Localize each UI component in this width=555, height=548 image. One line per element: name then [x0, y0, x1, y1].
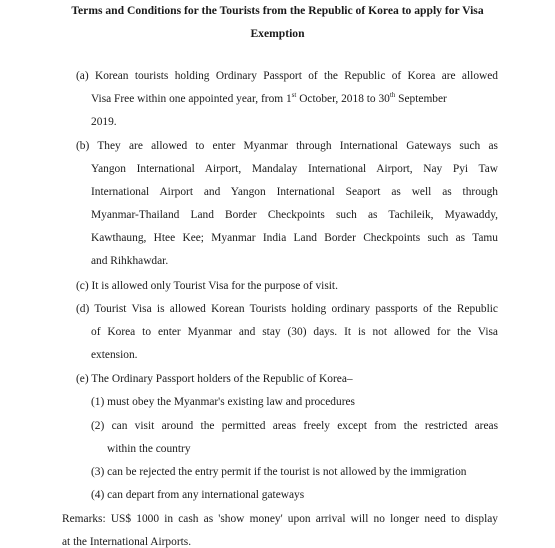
- clause-b-line-4: Myanmar-Thailand Land Border Checkpoints such as Tachileik, Myawaddy,: [91, 209, 498, 221]
- document-title-line-2: Exemption: [250, 27, 305, 40]
- clause-b-line-1: (b) They are allowed to enter Myanmar through International Gateways such as: [76, 140, 498, 152]
- clause-e-sub-2-line-1: (2) can visit around the permitted areas freely except from the restricted areas: [91, 420, 498, 432]
- clause-e-sub-2-line-2: within the country: [107, 443, 191, 455]
- clause-b-line-6: and Rihkhawdar.: [91, 255, 169, 267]
- clause-d-line-2: of Korea to enter Myanmar and stay (30) days. It is not allowed for the Visa: [91, 326, 498, 338]
- clause-d-line-3: extension.: [91, 349, 138, 361]
- clause-c-line-1: (c) It is allowed only Tourist Visa for the purpose of visit.: [76, 280, 338, 292]
- clause-a-line-1: (a) Korean tourists holding Ordinary Passport of the Republic of Korea are allowed: [76, 70, 498, 82]
- clause-a-line-2: Visa Free within one appointed year, from 1st October, 2018 to 30th September: [91, 91, 447, 105]
- remarks-line-2: at the International Airports.: [62, 536, 192, 548]
- clause-d-line-1: (d) Tourist Visa is allowed Korean Tourists holding ordinary passports of the Republic: [76, 303, 498, 315]
- clause-e-line-1: (e) The Ordinary Passport holders of the Republic of Korea–: [76, 373, 353, 385]
- clause-e-sub-4: (4) can depart from any international gateways: [91, 489, 305, 501]
- remarks-line-1: Remarks: US$ 1000 in cash as 'show money' upon arrival will no longer need to display: [62, 513, 498, 525]
- clause-b-line-5: Kawthaung, Htee Kee; Myanmar India Land Border Checkpoints such as Tamu: [91, 232, 498, 244]
- clause-a-line-3: 2019.: [91, 116, 117, 128]
- document-title-line-1: Terms and Conditions for the Tourists from the Republic of Korea to apply for Visa: [71, 4, 484, 17]
- clause-e-sub-1: (1) must obey the Myanmar's existing law and procedures: [91, 396, 355, 408]
- clause-e-sub-3: (3) can be rejected the entry permit if the tourist is not allowed by the immigration: [91, 466, 467, 478]
- clause-b-line-2: Yangon International Airport, Mandalay International Airport, Nay Pyi Taw: [91, 163, 498, 175]
- clause-b-line-3: International Airport and Yangon International Seaport as well as through: [91, 186, 498, 198]
